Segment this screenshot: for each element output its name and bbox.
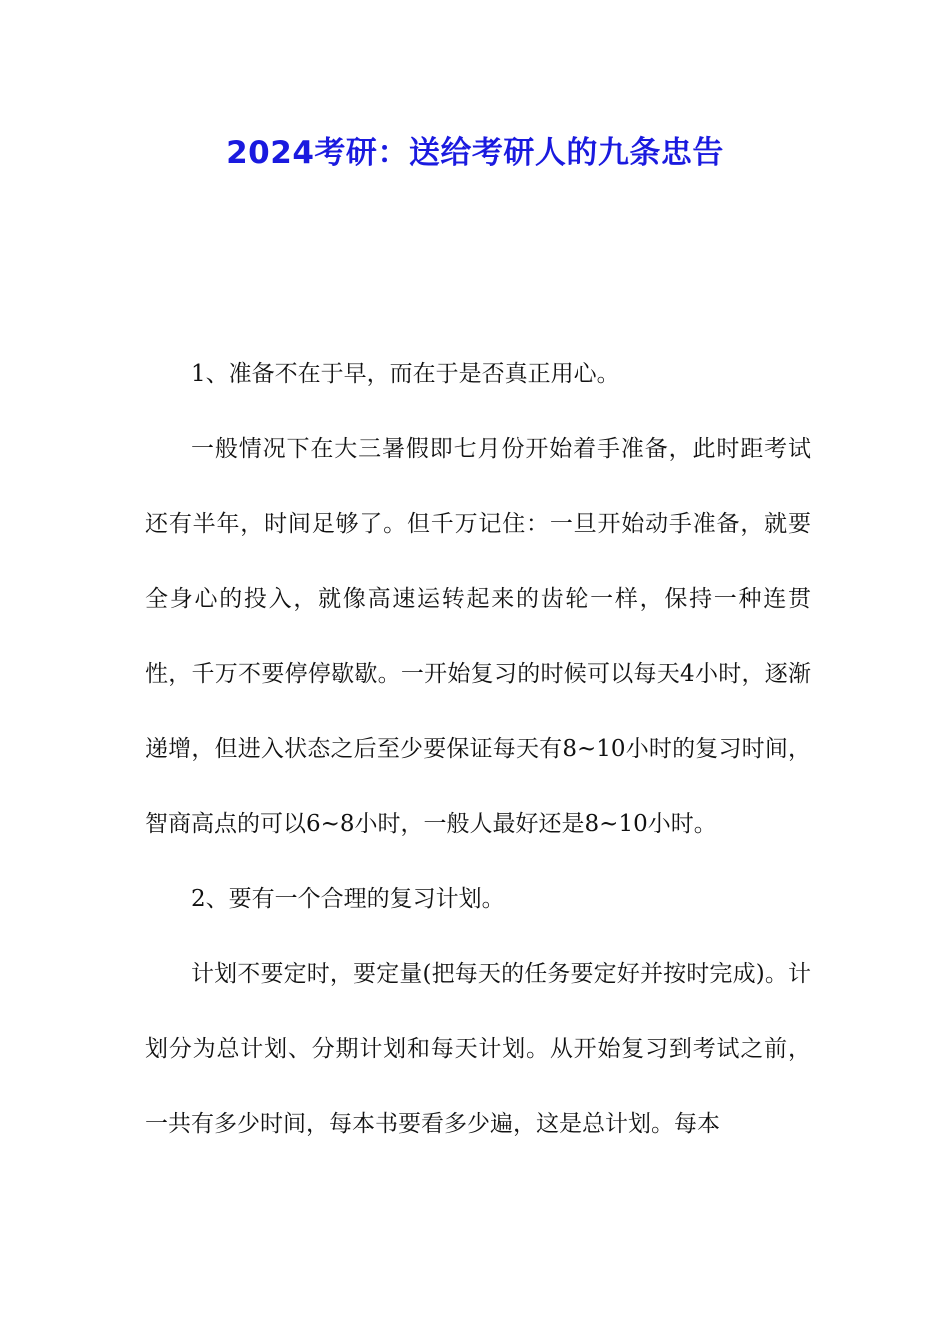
paragraph-1-body: 一般情况下在大三暑假即七月份开始着手准备，此时距考试还有半年，时间足够了。但千万记住：一旦开始动手准备，就要全身心的投入，就像高速运转起来的齿轮一样，保持一种连贯性，千万不要停停歇歇。一开始复习的时候可以每天4小时，逐渐递增，但进入状态之后至少要保证每天有8~10小时的复习时间，智商高点的可以6~8小时，一般人最好还是8~10小时。 <box>145 436 811 837</box>
paragraph-2-body: 计划不要定时，要定量(把每天的任务要定好并按时完成)。计划分为总计划、分期计划和每天计划。从开始复习到考试之前，一共有多少时间，每本书要看多少遍，这是总计划。每本 <box>145 961 811 1137</box>
paragraph-2-heading: 2、要有一个合理的复习计划。 <box>191 886 505 912</box>
paragraph-1-heading: 1、准备不在于早，而在于是否真正用心。 <box>191 361 620 387</box>
document-body <box>145 337 811 1162</box>
document-title: 2024考研：送给考研人的九条忠告 <box>226 135 724 171</box>
